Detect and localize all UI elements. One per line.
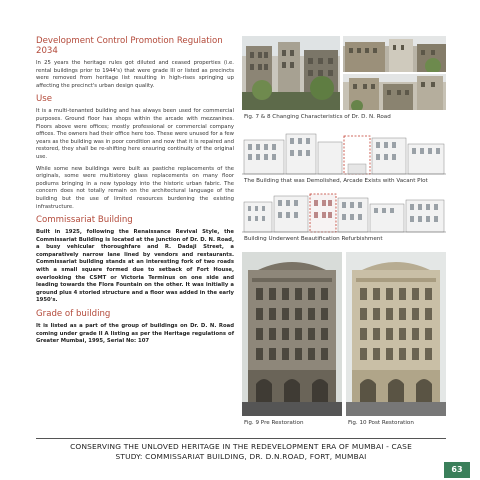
- caption-fig-9: Fig. 9 Pre Restoration: [244, 420, 304, 426]
- heading-grade: Grade of building: [36, 309, 111, 320]
- caption-fig-10: Fig. 10 Post Restoration: [348, 420, 414, 426]
- fig8-street-photo-top: [343, 36, 446, 72]
- footer-title: [36, 442, 446, 462]
- caption-demolished-building: The Building that was Demolished, Arcade Exists with Vacant Plot: [244, 178, 428, 184]
- page-number-badge: 63: [444, 462, 470, 478]
- paragraph-dcpr: In 25 years the heritage rules got diluted and ceased properties (i.e. rental buildings prior to 1944's) that were grade III or listed as precincts were removed from heritage list resulting in high-rises springing up affecting the precinct's urban design quality.: [36, 60, 234, 89]
- paragraph-use-1: It is a multi-tenanted building and has always been used for commercial purposes. Ground floor has shops within the arcade with mezzanines. Floors above were offices; mostly professional or commercial company offices. The owners had their office here too. These were unused for a few years as the building was in poor condition and now that it is repaired and restored, they shall be re-shifting here ensuring continuity of the original use.: [36, 108, 234, 160]
- caption-fig-7-8: Fig. 7 & 8 Changing Characteristics of Dr. D. N. Road: [244, 114, 391, 120]
- paragraph-grade: It is listed as a part of the group of buildings on Dr. D. N. Road coming under grade II A listing as per the Heritage regulations of Greater Mumbai, 1995, Serial No: 107: [36, 323, 234, 345]
- footer-title-line-1: CONSERVING THE UNLOVED HERITAGE IN THE REDEVELOPMENT ERA OF MUMBAI - CASE: [70, 442, 412, 451]
- heading-use: Use: [36, 94, 53, 105]
- elevation-drawing-refurbished: [242, 190, 446, 234]
- caption-refurbished-building: Building Underwent Beautification Refurbishment: [244, 236, 383, 242]
- fig8-street-photo-bottom: [343, 74, 446, 110]
- fig7-street-photo: [242, 36, 340, 110]
- left-text-column: [36, 36, 234, 350]
- footer-title-line-2: STUDY: COMMISSARIAT BUILDING, DR. D.N.ROAD, FORT, MUMBAI: [115, 452, 367, 461]
- fig10-post-restoration-photo: [346, 252, 446, 416]
- elevation-drawing-demolished: [242, 128, 446, 176]
- paragraph-use-2: While some new buildings were built as pastiche replacements of the originals, some were multistorey glass replacements on many floor podiums bringing in a new typology into the historic urban fabric. The concern does not totally remain on the architectural language of the building but the use of limited resources burdening the existing infrastructure.: [36, 165, 234, 210]
- heading-dcpr-2034: Development Control Promotion Regulation 2034: [36, 36, 223, 56]
- footer-divider: [36, 438, 446, 439]
- paragraph-commissariat: Built in 1925, following the Renaissance Revival Style, the Commissariat Building is located at the junction of Dr. D. N. Road, a busy vehicular thoroughfare and R. Dadaji Street, a comparatively narrow lane lined by vendors and restaurants. Commissariat building stands at an interesting fork of two roads with a small square formed due to setback of Fort House, overlooking the CSMT or Victoria Terminus on one side and leading towards the Flora Fountain on the other. It was initially a ground plus 4 storied structure and a floor was added in the early 1950's.: [36, 229, 234, 304]
- heading-commissariat: Commissariat Building: [36, 215, 133, 226]
- fig9-pre-restoration-photo: [242, 252, 342, 416]
